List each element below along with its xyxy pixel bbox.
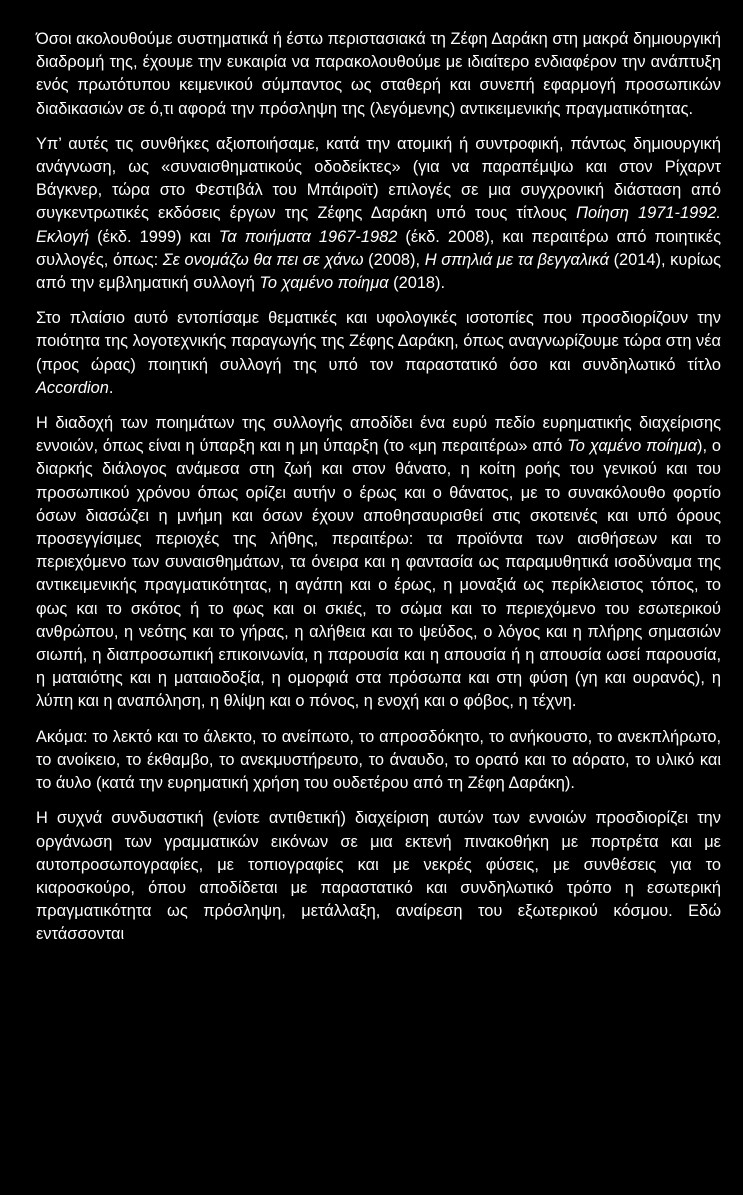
paragraph-4-text: Η διαδοχή των ποιημάτων της συλλογής αποδίδει ένα ευρύ πεδίο ευρηματικής διαχείρισης εννοιών, όπως είναι η ύπαρξη και η μη ύπαρξη (το «μη περαιτέρω» από: [36, 414, 721, 456]
book-title: Το χαμένο ποίημα: [567, 437, 698, 456]
paragraph-2-text: (2018).: [388, 274, 446, 293]
book-title: Accordion: [36, 378, 109, 397]
paragraph-4-text: ), ο διαρκής διάλογος ανάμεσα στη ζωή και στον θάνατο, η κοίτη ροής του γενικού και του προσωπικού χρόνου όπως ορίζει αυτήν ο έρως και ο θάνατος, με το συνακόλουθο φορτίο όσων διασώζει η μνήμη και όσων έχουν αποθησαυρισθεί στις σκοτεινές και υπό όρους προσεγγίσιμες περιοχές της λήθης, περαιτέρω: τα προϊόντα των αισθήσεων και το περιεχόμενο των συναισθημάτων, τα όνειρα και η φαντασία ως παραμυθητικά ισοδύναμα της αντικειμενικής πραγματικότητας, η αγάπη και ο έρως, η μοναξιά ως περίκλειστος τόπος, το φως και το σκότος ή το φως και οι σκιές, το σώμα και το περιεχόμενο του εσωτερικού ανθρώπου, η νεότης και το γήρας, η αλήθεια και το ψεύδος, ο λόγος και η πλήρης σημασιών σιωπή, η διαπροσωπική επικοινωνία, η παρουσία και η απουσία ή η απουσία ωσεί παρουσία, η ματαιότης και η ματαιοδοξία, η ομορφιά στα πρόσωπα και στη φύση (γη και ουρανός), η λύπη και η αναπόληση, η θλίψη και ο πόνος, η ενοχή και ο φόβος, η τέχνη.: [36, 437, 722, 711]
paragraph-1: [36, 28, 721, 121]
paragraph-2-text: (2008),: [363, 250, 425, 269]
book-title: Σε ονομάζω θα πει σε χάνω: [162, 250, 364, 269]
paragraph-6-text: Η συχνά συνδυαστική (ενίοτε αντιθετική) διαχείριση αυτών των εννοιών προσδιορίζει την οργάνωση των γραμματικών εικόνων σε μια εκτενή πινακοθήκη με πορτρέτα και με αυτοπροσωπογραφίες, με τοπιογραφίες και με νεκρές φύσεις, με συνθέσεις για το κιαροσκούρο, όπου αποδίδεται με παραστατικό και συνδηλωτικό τρόπο η εσωτερική πραγματικότητα ως πρόσληψη, μετάλλαξη, αναίρεση του εξωτερικού κόσμου. Εδώ εντάσσονται: [36, 809, 721, 944]
paragraph-3: [36, 307, 721, 400]
book-title: Τα ποιήματα 1967-1982: [218, 227, 398, 246]
paragraph-6: [36, 807, 721, 946]
paragraph-4: [36, 412, 721, 714]
paragraph-2-text: (2014), κυρίως από την εμβληματική συλλογή: [36, 250, 721, 293]
paragraph-2-text: Υπ’ αυτές τις συνθήκες αξιοποιήσαμε, κατά την ατομική ή συντροφική, πάντως δημιουργική ανάγνωση, ως «συναισθηματικούς οδοδείκτες» (για να παραπέμψω και στον Ρίχαρντ Βάγκνερ, τώρα στο Φεστιβάλ του Μπάιροϊτ) επιλογές σε μια συγχρονική διάσταση από συγκεντρωτικές εκδόσεις έργων της Ζέφης Δαράκη υπό τους τίτλους: [36, 134, 721, 223]
paragraph-2-text: (έκδ. 1999) και: [89, 227, 219, 246]
paragraph-1-text: Όσοι ακολουθούμε συστηματικά ή έστω περιστασιακά τη Ζέφη Δαράκη στη μακρά δημιουργική διαδρομή της, έχουμε την ευκαιρία να παρακολουθούμε με ιδιαίτερο ενδιαφέρον την ανάπτυξη ενός πρωτότυπου κειμενικού σύμπαντος ως σταθερή και συνεπή εφαρμογή προσωπικών διαδικασιών σε ό,τι αφορά την πρόσληψη της (λεγόμενης) αντικειμενικής πραγματικότητας.: [36, 30, 721, 118]
paragraph-3-text: Στο πλαίσιο αυτό εντοπίσαμε θεματικές και υφολογικές ισοτοπίες που προσδιορίζουν την ποιότητα της λογοτεχνικής παραγωγής της Ζέφης Δαράκη, όπως αναγνωρίζουμε τώρα στη νέα (προς ώρας) ποιητική συλλογή της υπό τον παραστατικό όσο και συνδηλωτικό τίτλο: [36, 309, 721, 374]
paragraph-2-text: (έκδ. 2008), και περαιτέρω από ποιητικές συλλογές, όπως:: [36, 227, 721, 269]
paragraph-2: [36, 133, 721, 295]
paragraph-5: [36, 726, 721, 796]
paragraph-5-text: Ακόμα: το λεκτό και το άλεκτο, το ανείπωτο, το απροσδόκητο, το ανήκουστο, το ανεκπλήρωτο, το ανοίκειο, το έκθαμβο, το ανεκμυστήρευτο, το άναυδο, το ορατό και το αόρατο, το υλικό και το άυλο (κατά την ευρηματική χρήση του ουδετέρου από τη Ζέφη Δαράκη).: [36, 727, 721, 793]
book-title: Το χαμένο ποίημα: [259, 274, 389, 293]
paragraph-3-text: .: [108, 378, 114, 397]
book-title: Η σπηλιά με τα βεγγαλικά: [424, 250, 609, 269]
book-title: Ποίηση 1971-1992. Εκλογή: [36, 204, 721, 246]
